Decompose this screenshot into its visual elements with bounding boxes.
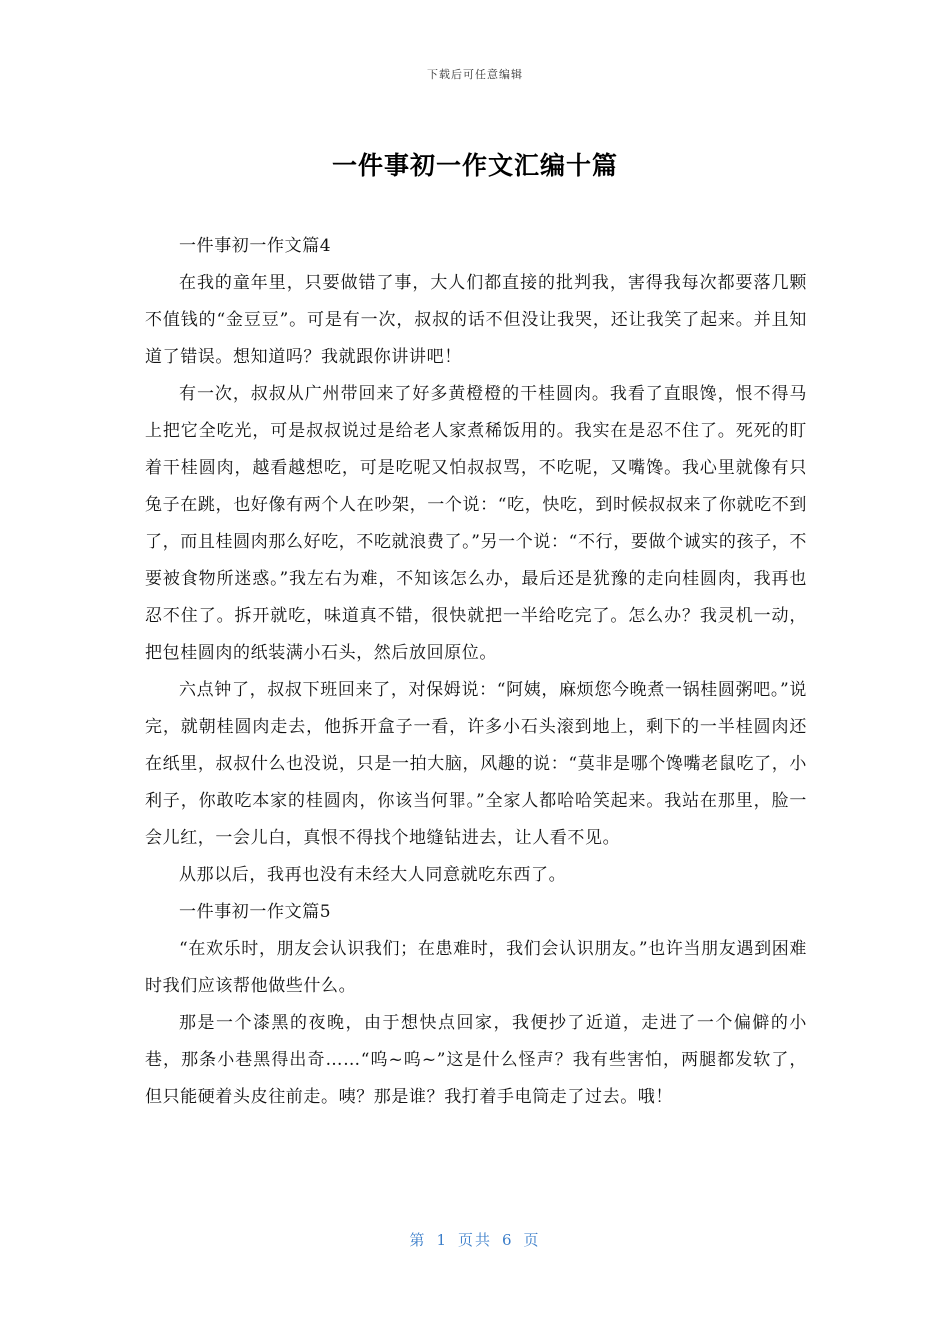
total-pages-number: 6 [502, 1231, 514, 1249]
page-label-suffix: 页 [523, 1231, 541, 1249]
page-footer [0, 1229, 950, 1250]
paragraph: 六点钟了，叔叔下班回来了，对保姆说：“阿姨，麻烦您今晚煮一锅桂圆粥吧。”说完，就朝桂圆肉走去，他拆开盒子一看，许多小石头滚到地上，剩下的一半桂圆肉还在纸里，叔叔什么也没说，只是一拍大脑，风趣的说：“莫非是哪个馋嘴老鼠吃了，小利子，你敢吃本家的桂圆肉，你该当何罪。”全家人都哈哈笑起来。我站在那里，脸一会儿红，一会儿白，真恨不得找个地缝钻进去，让人看不见。 [145, 680, 807, 848]
paragraph: 从那以后，我再也没有未经大人同意就吃东西了。 [179, 865, 567, 885]
current-page-number: 1 [436, 1231, 448, 1249]
document-body [145, 228, 807, 1116]
document-title: 一件事初一作文汇编十篇 [331, 151, 618, 180]
paragraph: 在我的童年里，只要做错了事，大人们都直接的批判我，害得我每次都要落几颗不值钱的“金豆豆”。可是有一次，叔叔的话不但没让我哭，还让我笑了起来。并且知道了错误。想知道吗？我就跟你讲讲吧！ [145, 273, 807, 367]
page-label-middle: 页共 [457, 1231, 492, 1249]
paragraph: “在欢乐时，朋友会认识我们；在患难时，我们会认识朋友。”也许当朋友遇到困难时我们应该帮他做些什么。 [145, 939, 807, 996]
paragraph: 那是一个漆黑的夜晚，由于想快点回家，我便抄了近道，走进了一个偏僻的小巷，那条小巷黑得出奇……“呜~呜~”这是什么怪声？我有些害怕，两腿都发软了，但只能硬着头皮往前走。咦？那是谁？我打着手电筒走了过去。哦！ [145, 1013, 807, 1107]
header-note: 下载后可任意编辑 [427, 68, 523, 81]
section-heading: 一件事初一作文篇5 [179, 902, 332, 922]
page-label-prefix: 第 [409, 1231, 427, 1249]
paragraph: 有一次，叔叔从广州带回来了好多黄橙橙的干桂圆肉。我看了直眼馋，恨不得马上把它全吃光，可是叔叔说过是给老人家煮稀饭用的。我实在是忍不住了。死死的盯着干桂圆肉，越看越想吃，可是吃呢又怕叔叔骂，不吃呢，又嘴馋。我心里就像有只兔子在跳，也好像有两个人在吵架，一个说：“吃，快吃，到时候叔叔来了你就吃不到了，而且桂圆肉那么好吃，不吃就浪费了。”另一个说：“不行，要做个诚实的孩子，不要被食物所迷惑。”我左右为难，不知该怎么办，最后还是犹豫的走向桂圆肉，我再也忍不住了。拆开就吃，味道真不错，很快就把一半给吃完了。怎么办？我灵机一动，把包桂圆肉的纸装满小石头，然后放回原位。 [145, 384, 807, 663]
section-heading: 一件事初一作文篇4 [179, 236, 332, 256]
